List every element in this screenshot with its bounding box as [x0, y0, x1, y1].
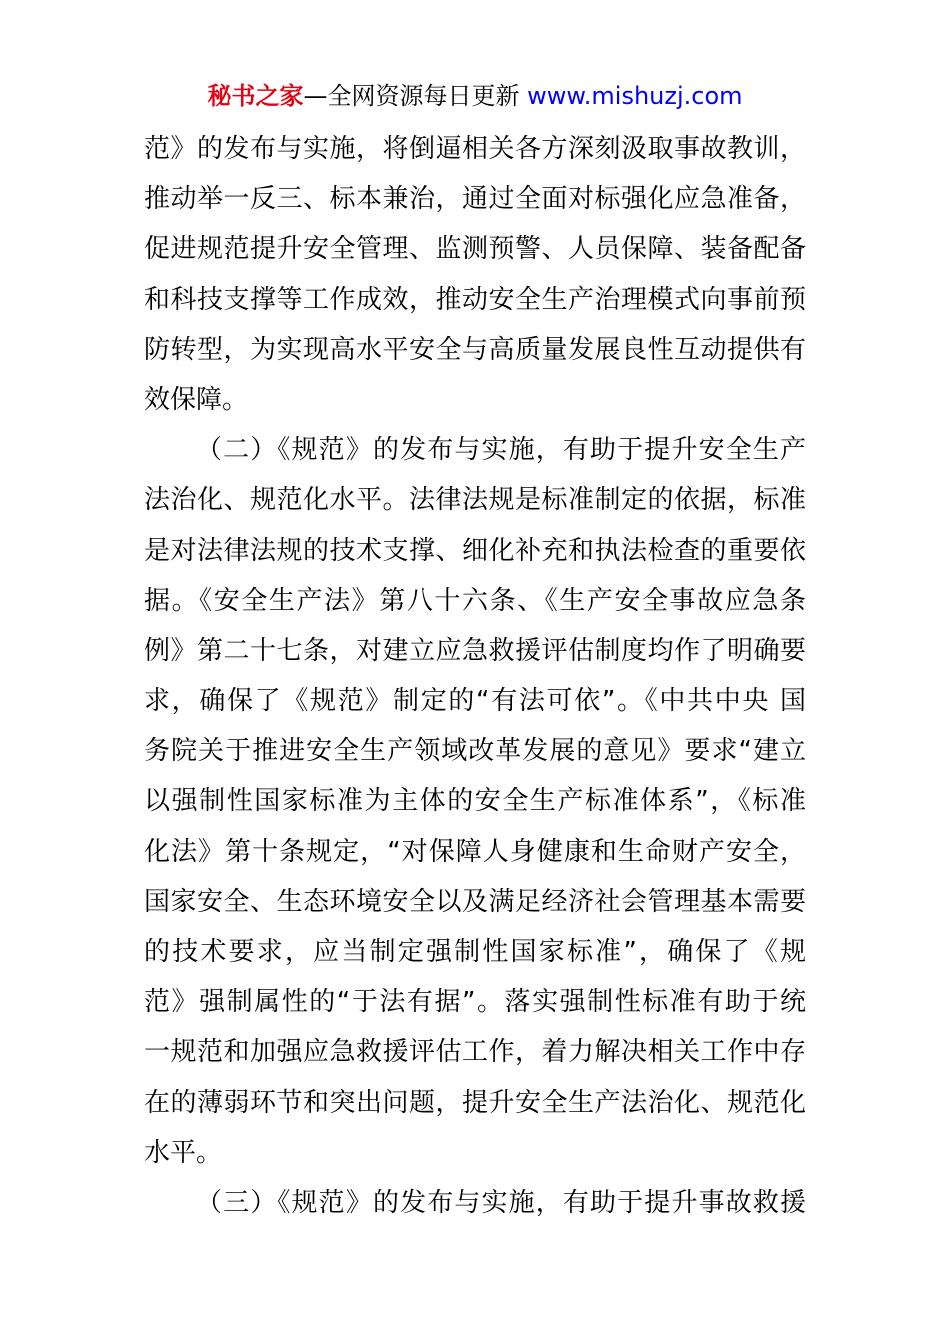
text-line: 推动举一反三、标本兼治，通过全面对标强化应急准备，	[144, 184, 806, 215]
text-line: 据。《安全生产法》第八十六条、《生产安全事故应急条	[144, 585, 806, 616]
text-line: 范》强制属性的“于法有据”。落实强制性标准有助于统	[144, 987, 806, 1018]
text-line: 防转型，为实现高水平安全与高质量发展良性互动提供有	[144, 334, 806, 365]
text-line: 和科技支撑等工作成效，推动安全生产治理模式向事前预	[144, 284, 806, 315]
text-line: 效保障。	[144, 384, 249, 415]
text-line: 的技术要求，应当制定强制性国家标准”，确保了《规	[144, 937, 806, 967]
text-line: 在的薄弱环节和突出问题，提升安全生产法治化、规范化	[144, 1087, 806, 1118]
text-line: 水平。	[144, 1137, 223, 1168]
text-line: 范》的发布与实施，将倒逼相关各方深刻汲取事故教训，	[144, 134, 806, 164]
paragraph-heading-2: （二）《规范》的发布与实施，有助于提升安全生产	[196, 435, 806, 466]
text-line: 例》第二十七条，对建立应急救援评估制度均作了明确要	[144, 635, 806, 666]
text-line: 一规范和加强应急救援评估工作，着力解决相关工作中存	[144, 1037, 806, 1068]
text-line: 是对法律法规的技术支撑、细化补充和执法检查的重要依	[144, 535, 806, 566]
text-line: 务院关于推进安全生产领域改革发展的意见》要求“建立	[144, 736, 806, 767]
text-line: 求，确保了《规范》制定的“有法可依”。《中共中央 国	[144, 686, 806, 717]
text-line: 促进规范提升安全管理、监测预警、人员保障、装备配备	[144, 234, 806, 265]
site-brand: 秘书之家	[207, 82, 304, 110]
paragraph-heading-3: （三）《规范》的发布与实施，有助于提升事故救援	[196, 1187, 806, 1218]
site-url-link[interactable]: www.mishuzj.com	[527, 82, 743, 110]
document-body	[144, 124, 806, 1228]
text-line: 以强制性国家标准为主体的安全生产标准体系”，《标准	[144, 786, 806, 817]
text-line: 化法》第十条规定，“对保障人身健康和生命财产安全，	[144, 836, 806, 867]
text-line: 国家安全、生态环境安全以及满足经济社会管理基本需要	[144, 886, 806, 917]
site-header	[0, 78, 950, 114]
site-tagline: —全网资源每日更新	[303, 82, 528, 110]
text-line: 法治化、规范化水平。法律法规是标准制定的依据，标准	[144, 485, 806, 516]
